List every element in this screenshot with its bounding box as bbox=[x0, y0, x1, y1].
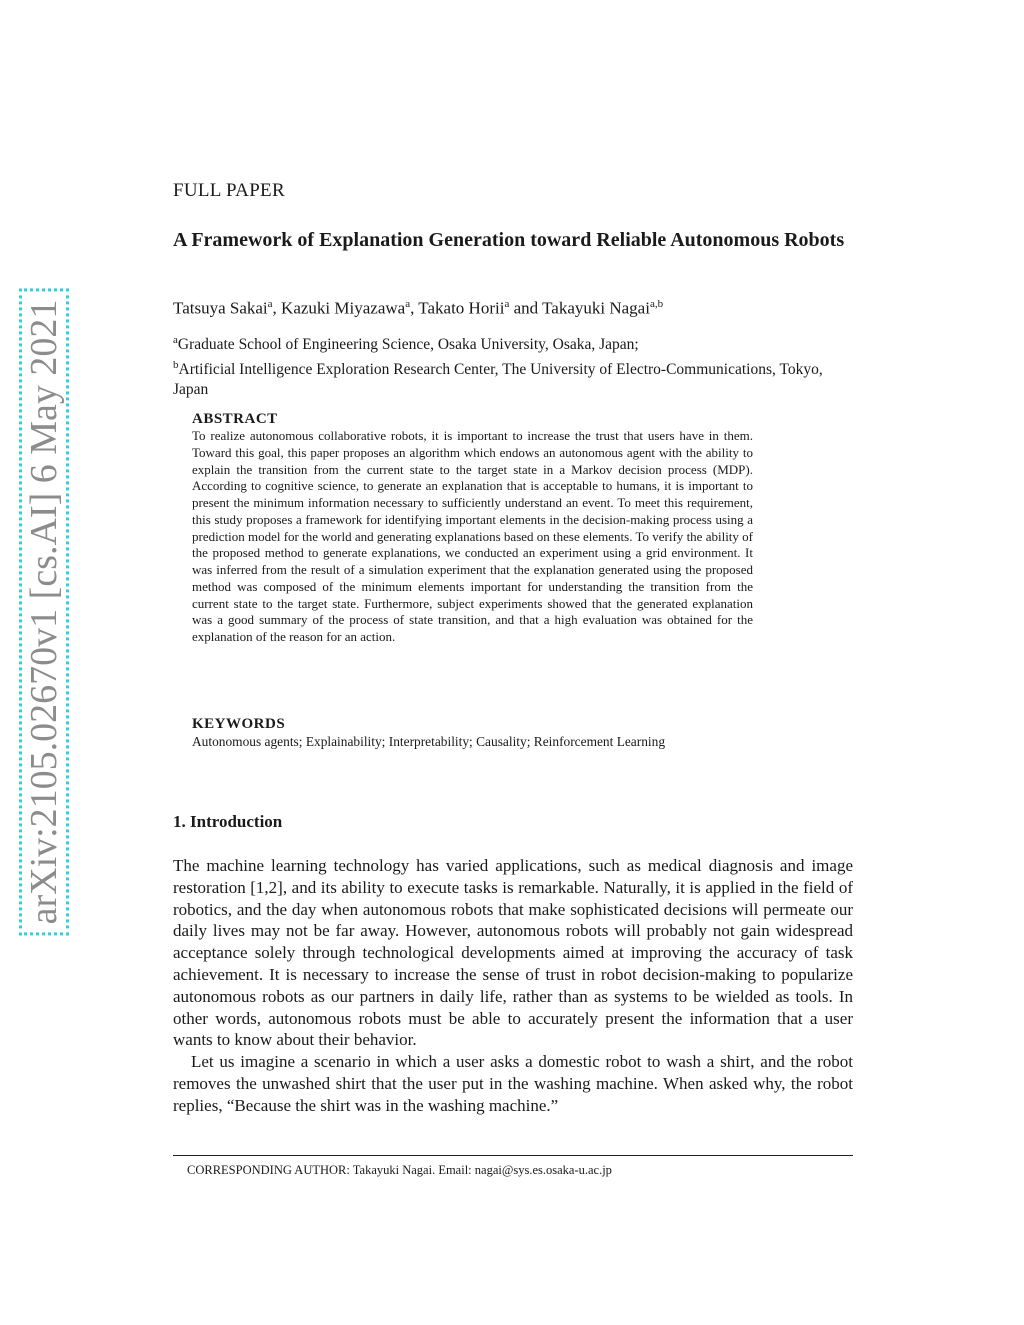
footnote-divider bbox=[173, 1155, 853, 1156]
author-affiliation-mark: a bbox=[504, 298, 510, 310]
introduction-heading: 1. Introduction bbox=[173, 812, 283, 831]
author-affiliation-mark: a bbox=[405, 298, 411, 310]
author-affiliation-mark: a,b bbox=[649, 298, 664, 310]
affiliation-mark: a bbox=[173, 334, 178, 346]
author-separator: , bbox=[272, 298, 282, 318]
arxiv-identifier-stamp: arXiv:2105.02670v1 [cs.AI] 6 May 2021 bbox=[19, 289, 69, 936]
author-name: Kazuki Miyazawa bbox=[281, 298, 406, 318]
author-name: Takato Horii bbox=[418, 298, 505, 318]
author-affiliation-mark: a bbox=[267, 298, 273, 310]
abstract-section bbox=[192, 410, 753, 646]
affiliation bbox=[173, 355, 853, 400]
author-name: Tatsuya Sakai bbox=[173, 298, 268, 318]
body-paragraph: The machine learning technology has varied applications, such as medical diagnosis and image restoration [1,2], and its ability to execute tasks is remarkable. Naturally, it is applied in the field of robotics, and the day when autonomous robots that make sophisticated decisions will permeate our daily lives may not be far away. However, autonomous robots will probably not gain widespread acceptance solely through technological developments aimed at improving the accuracy of task achievement. It is necessary to increase the sense of trust in robot decision-making to popularize autonomous robots as our partners in daily life, rather than as systems to be wielded as tools. In other words, autonomous robots must be able to accurately present the information that a user wants to know about their behavior. bbox=[173, 856, 853, 1050]
keywords-heading: KEYWORDS bbox=[192, 716, 286, 732]
keywords-section bbox=[192, 715, 753, 750]
affiliation-text: Artificial Intelligence Exploration Research Center, The University of Electro-Communications, Tokyo, Japan bbox=[173, 361, 823, 399]
affiliation-list bbox=[173, 330, 853, 400]
corresponding-author-footnote: CORRESPONDING AUTHOR: Takayuki Nagai. Email: nagai@sys.es.osaka-u.ac.jp bbox=[187, 1163, 612, 1177]
introduction-body bbox=[173, 855, 853, 1117]
paper-title: A Framework of Explanation Generation toward Reliable Autonomous Robots bbox=[173, 229, 845, 251]
affiliation-text: Graduate School of Engineering Science, Osaka University, Osaka, Japan; bbox=[177, 336, 639, 354]
abstract-heading: ABSTRACT bbox=[192, 411, 278, 427]
author-separator: , bbox=[410, 298, 419, 318]
body-paragraph: Let us imagine a scenario in which a user asks a domestic robot to wash a shirt, and the robot removes the unwashed shirt that the user put in the washing machine. When asked why, the robot replies, “Because the shirt was in the washing machine.” bbox=[173, 1052, 853, 1115]
author-list bbox=[173, 298, 853, 319]
affiliation bbox=[173, 330, 853, 355]
affiliation-mark: b bbox=[173, 359, 179, 372]
abstract-text: To realize autonomous collaborative robots, it is important to increase the trust that users have in them. Toward this goal, this paper proposes an algorithm which endows an autonomous agent with the ability to explain the transition from the current state to the target state in a Markov decision process (MDP). According to cognitive science, to generate an explanation that is acceptable to humans, it is important to present the minimum information necessary to sufficiently understand an event. To meet this requirement, this study proposes a framework for identifying important elements in the decision-making process using a prediction model for the world and generating explanations based on these elements. To verify the ability of the proposed method to generate explanations, we conducted an experiment using a grid environment. It was inferred from the result of a simulation experiment that the explanation generated using the proposed method was composed of the minimum elements important for understanding the transition from the current state to the target state. Furthermore, subject experiments showed that the generated explanation was a good summary of the process of state transition, and that a high evaluation was obtained for the explanation of the reason for an action. bbox=[192, 428, 753, 644]
keywords-text: Autonomous agents; Explainability; Interpretability; Causality; Reinforcement Learning bbox=[192, 734, 666, 749]
author-separator: and bbox=[509, 298, 543, 318]
paper-type-label: FULL PAPER bbox=[173, 180, 285, 201]
author-name: Takayuki Nagai bbox=[542, 298, 650, 318]
